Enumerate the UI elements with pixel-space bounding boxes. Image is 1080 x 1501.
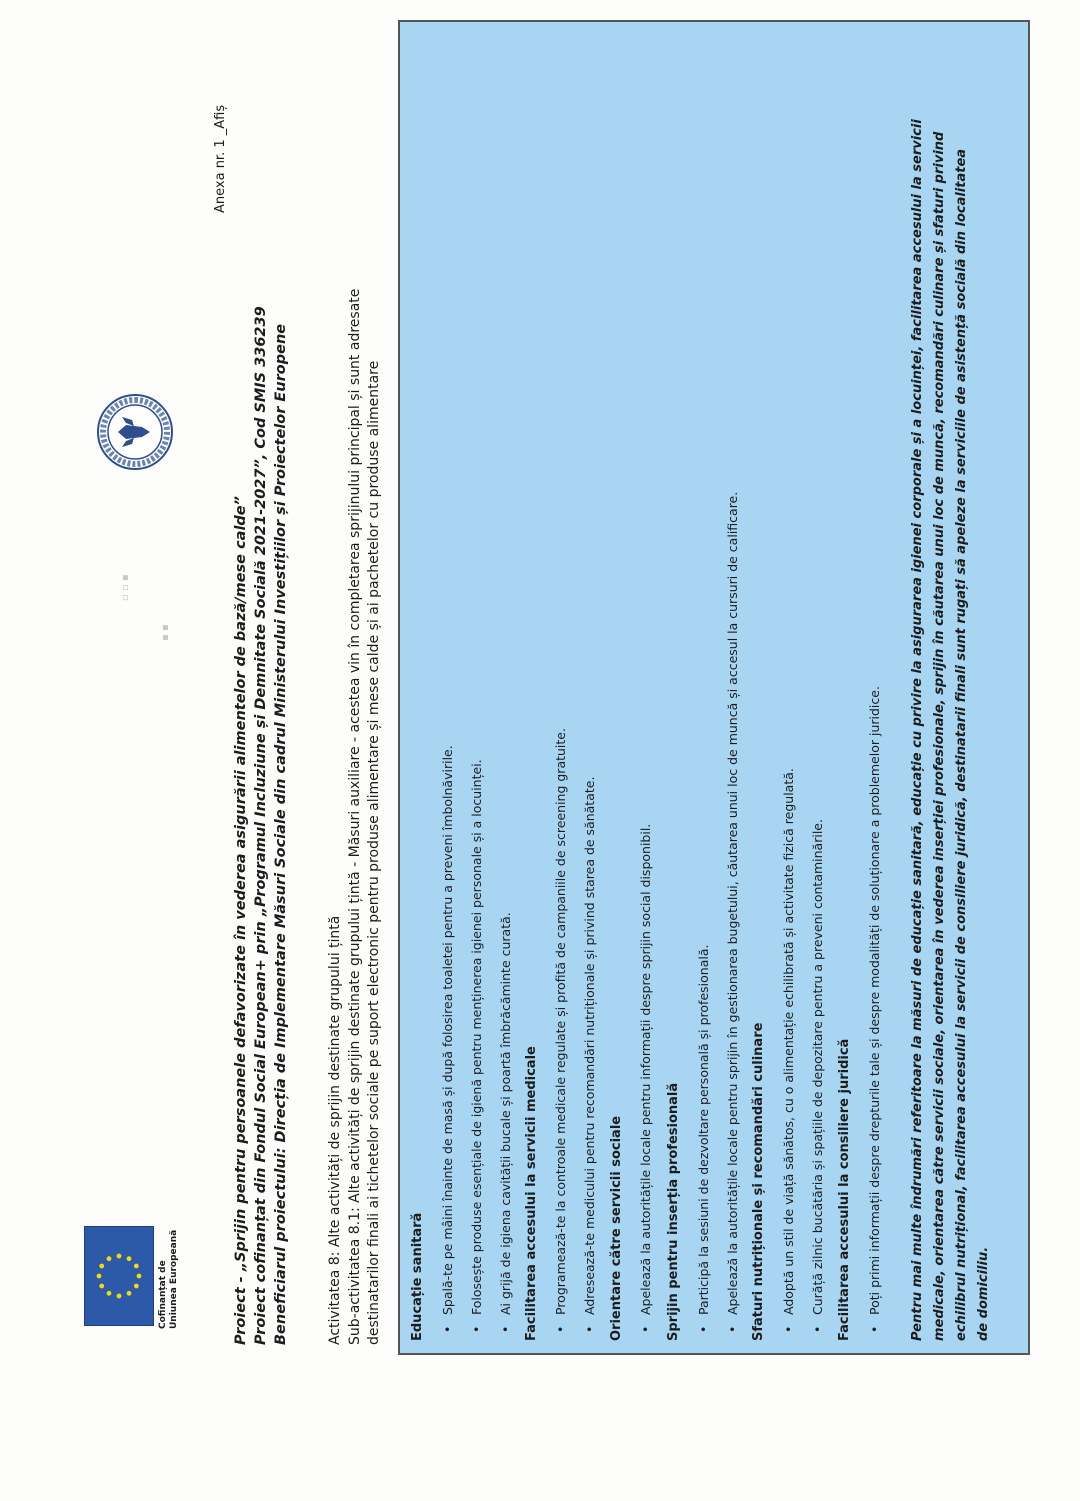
section-title: Educație sanitară bbox=[410, 1212, 425, 1341]
list-item bbox=[469, 759, 484, 1333]
bullet-icon: • bbox=[725, 1325, 740, 1333]
scan-artifact: ▪ ▪ bbox=[160, 624, 171, 641]
annex-label: Anexa nr. 1 _Afiș bbox=[213, 104, 228, 213]
section-title: Facilitarea accesului la consiliere juridică bbox=[837, 1038, 852, 1341]
info-box bbox=[398, 20, 1030, 1355]
eu-stars bbox=[85, 1227, 153, 1325]
list-item bbox=[867, 686, 882, 1333]
list-item bbox=[781, 768, 796, 1333]
section-title: Orientare către servicii sociale bbox=[609, 1115, 624, 1341]
eu-flag-icon bbox=[84, 1226, 154, 1326]
list-item bbox=[810, 819, 825, 1333]
section-title: Facilitarea accesului la servicii medicale bbox=[524, 1046, 539, 1341]
list-item-text: Apelează la autoritățile locale pentru informații despre sprijin social disponibil. bbox=[638, 823, 653, 1315]
closing-note-line: medicale, orientarea către servicii sociale, orientarea în vederea inserției profesionale, sprijin în căutarea unui loc de muncă, recomandări culinare și sfaturi privind bbox=[932, 131, 947, 1341]
bullet-icon: • bbox=[781, 1325, 796, 1333]
sub-activity-line2: destinatarilor finali ai tichetelor sociale pe suport electronic pentru produse alimentare și mese calde și ai pachetelor cu produse alimentare bbox=[366, 360, 382, 1345]
bullet-icon: • bbox=[696, 1325, 711, 1333]
eu-caption bbox=[158, 1219, 180, 1329]
project-funding: Proiect cofinanțat din Fondul Social European+ prin „Programul Incluziune și Demnitate Socială 2021-2027”, Cod SMIS 336239 bbox=[253, 306, 269, 1345]
list-item-text: Adresează-te medicului pentru recomandări nutriționale și privind starea de sănătate. bbox=[582, 776, 597, 1315]
bullet-icon: • bbox=[810, 1325, 825, 1333]
list-item-text: Curăță zilnic bucătăria și spațiile de depozitare pentru a preveni contaminările. bbox=[810, 819, 825, 1315]
list-item-text: Poți primi informații despre drepturile tale și despre modalități de soluționare a problemelor juridice. bbox=[867, 686, 882, 1315]
list-item bbox=[440, 745, 455, 1333]
list-item bbox=[725, 492, 740, 1333]
list-item bbox=[582, 777, 597, 1333]
bullet-icon: • bbox=[638, 1325, 653, 1333]
list-item-text: Spală-te pe mâini înainte de masă și după folosirea toaletei pentru a preveni îmbolnăvirile. bbox=[440, 745, 455, 1315]
list-item bbox=[696, 945, 711, 1333]
scan-artifact: ▫ ▫ ▪ bbox=[120, 574, 131, 601]
project-beneficiary: Beneficiarul proiectului: Direcția de Implementare Măsuri Sociale din cadrul Ministerului Investițiilor și Proiectelor Europene bbox=[273, 323, 289, 1345]
bullet-icon: • bbox=[582, 1325, 597, 1333]
closing-note-line: echilibrul nutrițional, facilitarea accesului la servicii de consiliere juridică, destinatarii finali sunt rugați să apeleze la serviciile de asistență socială din localitatea bbox=[954, 148, 969, 1341]
eu-caption-line1: Cofinanțat de bbox=[158, 1260, 168, 1329]
list-item-text: Apelează la autoritățile locale pentru sprijin în gestionarea bugetului, căutarea unui loc de muncă și accesul la cursuri de calificare. bbox=[725, 491, 740, 1315]
bullet-icon: • bbox=[498, 1325, 513, 1333]
activity-title: Activitatea 8: Alte activități de sprijin destinate grupului țintă bbox=[327, 915, 343, 1345]
bullet-icon: • bbox=[469, 1325, 484, 1333]
bullet-icon: • bbox=[867, 1325, 882, 1333]
eu-caption-line2: Uniunea Europeană bbox=[169, 1229, 179, 1329]
section-title: Sprijin pentru inserția profesională bbox=[666, 1082, 681, 1341]
section-title: Sfaturi nutriționale și recomandări culinare bbox=[751, 1022, 766, 1341]
list-item-text: Adoptă un stil de viață sănătos, cu o alimentație echilibrată și activitate fizică regulată. bbox=[781, 768, 796, 1315]
list-item-text: Participă la sesiuni de dezvoltare personală și profesională. bbox=[696, 944, 711, 1315]
list-item-text: Ai grijă de igiena cavității bucale și poartă îmbrăcăminte curată. bbox=[498, 912, 513, 1315]
list-item-text: Folosește produse esențiale de igienă pentru menținerea igienei personale și a locuinței. bbox=[469, 759, 484, 1315]
closing-note-line: de domiciliu. bbox=[976, 1246, 991, 1341]
list-item bbox=[638, 824, 653, 1333]
list-item-text: Programează-te la controale medicale regulate și profită de campaniile de screening gratuite. bbox=[553, 728, 568, 1315]
list-item bbox=[498, 912, 513, 1333]
bullet-icon: • bbox=[440, 1325, 455, 1333]
closing-note-line: Pentru mai multe îndrumări referitoare la măsuri de educație sanitară, educație cu privire la asigurarea igienei corporale și a locuinței, facilitarea accesului la servicii bbox=[910, 119, 925, 1341]
bullet-icon: • bbox=[553, 1325, 568, 1333]
project-title: Proiect - „Sprijin pentru persoanele defavorizate în vederea asigurării alimentelor de bază/mese calde” bbox=[233, 496, 249, 1345]
romanian-government-seal-icon bbox=[96, 393, 174, 471]
list-item bbox=[553, 728, 568, 1333]
sub-activity-line1: Sub-activitatea 8.1: Alte activități de sprijin destinate grupului țintă - Măsuri auxiliare - acestea vin în completarea sprijinului principal și sunt adresate bbox=[347, 288, 363, 1345]
